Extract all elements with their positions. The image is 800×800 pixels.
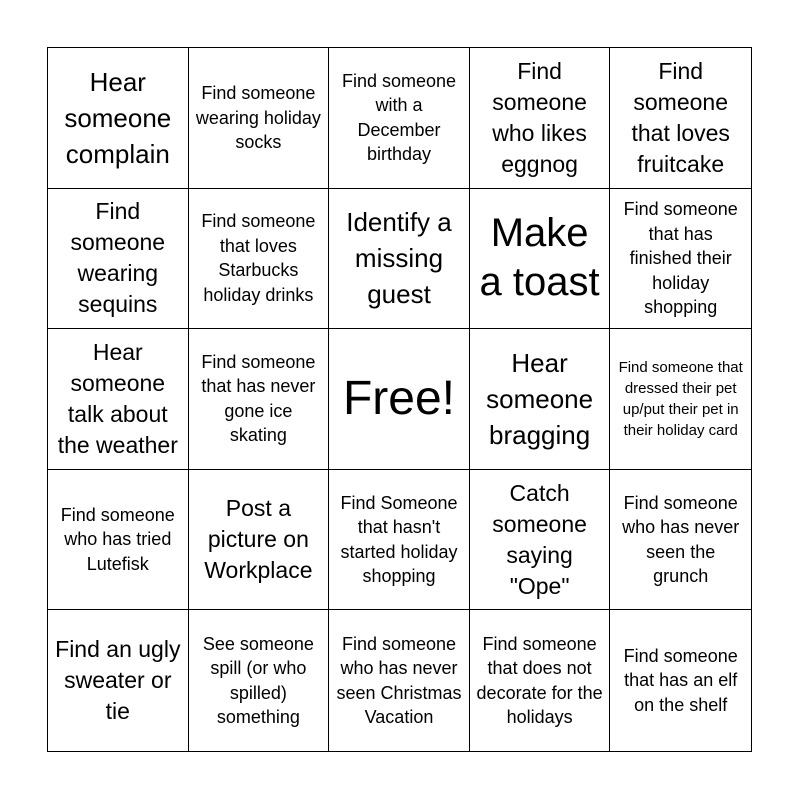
bingo-cell[interactable] [189, 329, 330, 470]
bingo-cell[interactable] [48, 329, 189, 470]
bingo-cell[interactable] [470, 189, 611, 330]
bingo-cell-text: See someone spill (or who spilled) something [202, 633, 314, 728]
bingo-cell-text: Find someone that loves Starbucks holiday drinks [201, 211, 316, 305]
bingo-cell[interactable] [189, 189, 330, 330]
bingo-cell-text: Find someone wearing holiday socks [195, 83, 321, 153]
bingo-cell[interactable] [48, 610, 189, 751]
bingo-cell-text: Find someone with a December birthday [341, 70, 457, 165]
bingo-cell[interactable] [470, 470, 611, 611]
bingo-cell[interactable] [48, 48, 189, 189]
bingo-cell[interactable] [329, 48, 470, 189]
bingo-cell-text: Find Someone that hasn't started holiday shopping [340, 492, 458, 587]
bingo-cell-text: Find someone who has never seen the grunch [622, 492, 740, 587]
bingo-cell[interactable] [470, 48, 611, 189]
bingo-cell[interactable] [48, 189, 189, 330]
bingo-cell-text: Find someone who likes eggnog [492, 57, 587, 177]
bingo-cell-text: Find someone that dressed their pet up/put their pet in their holiday card [618, 358, 743, 439]
bingo-cell[interactable] [610, 470, 751, 611]
free-space-text: Free! [342, 371, 455, 425]
bingo-cell-text: Find someone that does not decorate for the holidays [476, 633, 603, 728]
bingo-cell[interactable] [610, 329, 751, 470]
bingo-cell-text: Hear someone complain [64, 66, 172, 169]
bingo-cell[interactable] [610, 48, 751, 189]
bingo-cell-text: Find an ugly sweater or tie [55, 636, 181, 725]
bingo-cell-text: Post a picture on Workplace [204, 495, 313, 584]
bingo-cell[interactable] [610, 610, 751, 751]
bingo-cell-text: Make a toast [479, 211, 600, 305]
bingo-cell[interactable] [189, 610, 330, 751]
bingo-cell[interactable] [329, 470, 470, 611]
bingo-cell[interactable] [48, 470, 189, 611]
bingo-cell-text: Catch someone saying "Ope" [492, 479, 587, 599]
bingo-cell-text: Find someone that has an elf on the shelf [623, 645, 738, 715]
bingo-board [47, 47, 752, 752]
bingo-cell-text: Find someone that has never gone ice skating [201, 351, 316, 446]
bingo-cell[interactable] [329, 189, 470, 330]
bingo-cell-text: Find someone who has never seen Christmas Vacation [336, 633, 462, 728]
bingo-cell-text: Find someone that has finished their holiday shopping [623, 199, 738, 318]
bingo-cell-text: Find someone who has tried Lutefisk [60, 504, 175, 574]
free-space[interactable] [329, 329, 470, 470]
bingo-cell-text: Hear someone bragging [486, 347, 594, 450]
bingo-cell[interactable] [470, 610, 611, 751]
bingo-cell-text: Find someone wearing sequins [70, 198, 166, 318]
bingo-cell-text: Identify a missing guest [346, 207, 452, 310]
bingo-cell[interactable] [470, 329, 611, 470]
bingo-cell-text: Hear someone talk about the weather [57, 338, 178, 458]
bingo-cell[interactable] [329, 610, 470, 751]
bingo-cell[interactable] [189, 48, 330, 189]
bingo-cell[interactable] [610, 189, 751, 330]
bingo-cell[interactable] [189, 470, 330, 611]
bingo-cell-text: Find someone that loves fruitcake [631, 57, 730, 177]
